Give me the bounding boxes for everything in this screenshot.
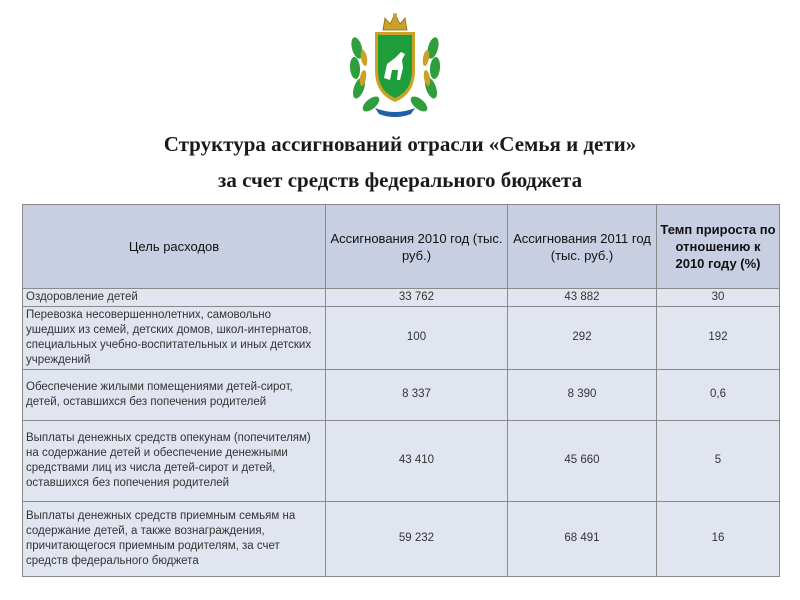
cell-2010: 8 337 [326, 369, 508, 420]
cell-growth: 16 [657, 501, 780, 576]
cell-growth: 0,6 [657, 369, 780, 420]
appropriations-table [22, 204, 780, 577]
page-title: Структура ассигнований отрасли «Семья и дети» [163, 132, 637, 156]
cell-2010: 59 232 [326, 501, 508, 576]
table-row [23, 306, 780, 369]
cell-growth: 5 [657, 420, 780, 501]
cell-goal: Выплаты денежных средств опекунам (попечителям) на содержание детей и обеспечение денежными средствами лиц из числа детей-сирот и детей, оставшихся без попечения родителей [23, 420, 326, 501]
cell-growth: 192 [657, 306, 780, 369]
cell-goal: Выплаты денежных средств приемным семьям на содержание детей, а также вознаграждения, причитающегося приемным родителям, за счет средств федерального бюджета [23, 501, 326, 576]
cell-2010: 43 410 [326, 420, 508, 501]
column-header-2010: Ассигнования 2010 год (тыс. руб.) [326, 205, 508, 289]
column-header-2011: Ассигнования 2011 год (тыс. руб.) [508, 205, 657, 289]
page-subtitle: за счет средств федерального бюджета [217, 168, 583, 192]
column-header-goal: Цель расходов [23, 205, 326, 289]
cell-2010: 33 762 [326, 289, 508, 307]
cell-goal: Оздоровление детей [23, 289, 326, 307]
table-row [23, 501, 780, 576]
table-row [23, 369, 780, 420]
cell-goal: Обеспечение жилыми помещениями детей-сирот, детей, оставшихся без попечения родителей [23, 369, 326, 420]
cell-goal: Перевозка несовершеннолетних, самовольно ушедших из семей, детских домов, школ-интернатов, специальных учебно-воспитательных и иных детских учреждений [23, 306, 326, 369]
table-row [23, 289, 780, 307]
cell-2011: 43 882 [508, 289, 657, 307]
table-row [23, 420, 780, 501]
cell-2011: 292 [508, 306, 657, 369]
cell-2011: 68 491 [508, 501, 657, 576]
cell-2010: 100 [326, 306, 508, 369]
cell-growth: 30 [657, 289, 780, 307]
coat-of-arms-emblem [345, 8, 445, 118]
column-header-growth: Темп прироста по отношению к 2010 году (%) [657, 205, 780, 289]
cell-2011: 45 660 [508, 420, 657, 501]
table-header-row [23, 205, 780, 289]
cell-2011: 8 390 [508, 369, 657, 420]
